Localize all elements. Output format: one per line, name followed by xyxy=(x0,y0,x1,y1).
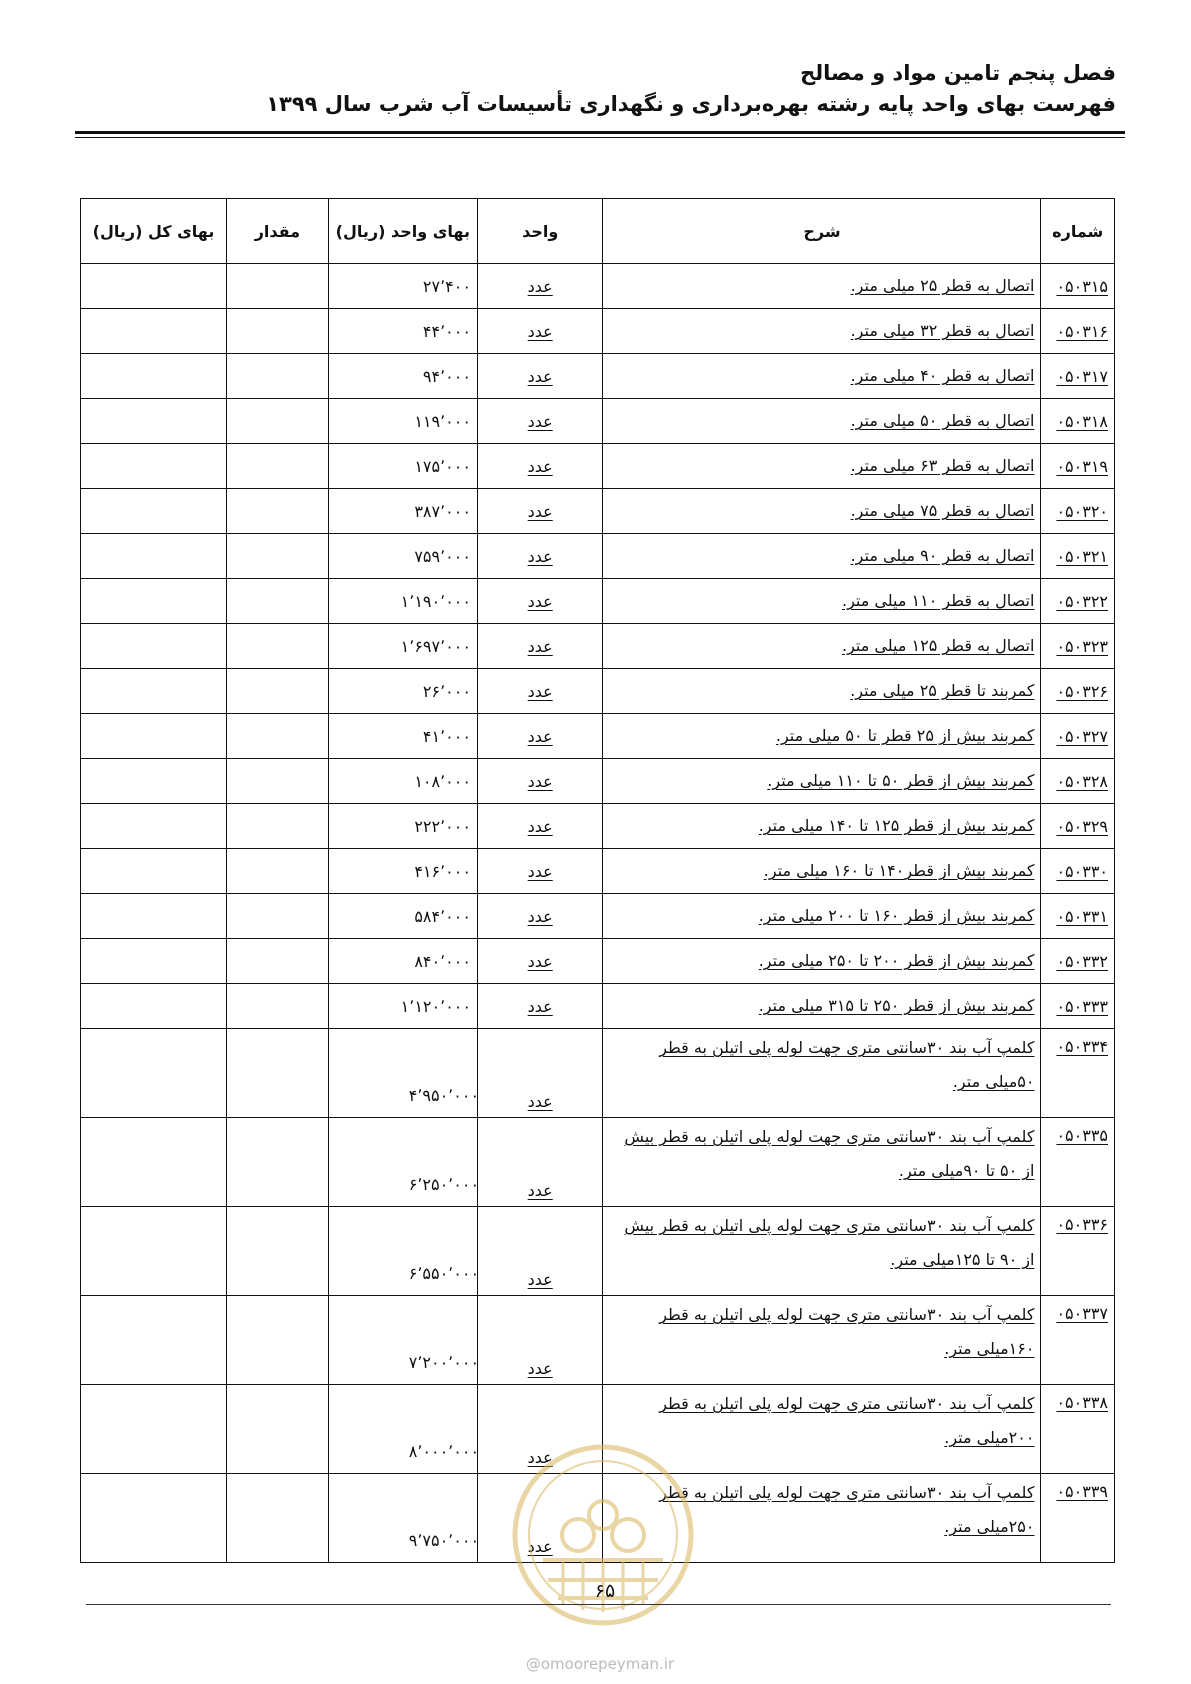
item-unit-text: عدد xyxy=(527,1092,553,1111)
item-unit xyxy=(477,624,602,669)
item-code-text: ۰۵۰۳۳۸ xyxy=(1056,1393,1108,1412)
item-description-text: اتصال به قطر ۱۱۰ میلی متر. xyxy=(841,591,1035,610)
table-row xyxy=(81,309,1115,354)
header-rule-thin xyxy=(75,137,1125,138)
item-description xyxy=(603,579,1041,624)
item-unit-text: عدد xyxy=(527,456,553,476)
item-unit-price xyxy=(328,849,477,894)
item-description xyxy=(603,939,1041,984)
item-unit-price xyxy=(328,1118,480,1207)
item-unit-price xyxy=(328,489,477,534)
item-quantity xyxy=(227,264,329,309)
item-unit-price xyxy=(328,939,477,984)
item-description-text: کمربند بیش از قطر۱۴۰ تا ۱۶۰ میلی متر. xyxy=(763,861,1035,880)
table-row xyxy=(81,759,1115,804)
item-quantity xyxy=(227,1118,329,1207)
item-unit-price-text: ۴٬۹۵۰٬۰۰۰ xyxy=(408,1086,480,1105)
item-code xyxy=(1041,1296,1115,1385)
item-unit xyxy=(477,1207,602,1296)
item-description xyxy=(603,264,1041,309)
item-code xyxy=(1041,849,1115,894)
item-description-text: اتصال به قطر ۶۳ میلی متر. xyxy=(850,456,1035,475)
item-quantity xyxy=(227,759,329,804)
item-unit-price-text: ۸٬۰۰۰٬۰۰۰ xyxy=(408,1442,480,1461)
item-unit xyxy=(477,444,602,489)
item-unit-price-text: ۷۵۹٬۰۰۰ xyxy=(414,546,471,566)
watermark-text: @omoorepeyman.ir xyxy=(525,1655,675,1673)
item-unit-price xyxy=(328,1207,480,1296)
item-unit xyxy=(477,669,602,714)
item-code xyxy=(1041,1029,1115,1118)
item-unit xyxy=(477,399,602,444)
table-row xyxy=(81,264,1115,309)
item-unit xyxy=(477,1118,602,1207)
item-code-text: ۰۵۰۳۳۷ xyxy=(1056,1304,1108,1323)
col-header-unit: واحد xyxy=(477,199,602,264)
item-description-text: کمربند بیش از قطر ۲۰۰ تا ۲۵۰ میلی متر. xyxy=(758,951,1035,970)
item-description xyxy=(603,1207,1041,1296)
item-code xyxy=(1041,714,1115,759)
item-code-text: ۰۵۰۳۳۰ xyxy=(1056,861,1108,881)
item-total-price xyxy=(81,804,227,849)
item-total-price xyxy=(81,1118,227,1207)
item-description xyxy=(603,759,1041,804)
item-code xyxy=(1041,939,1115,984)
item-quantity xyxy=(227,444,329,489)
item-unit-price-text: ۹٬۷۵۰٬۰۰۰ xyxy=(408,1531,480,1550)
item-code xyxy=(1041,1118,1115,1207)
item-code xyxy=(1041,669,1115,714)
table-row xyxy=(81,984,1115,1029)
item-code xyxy=(1041,534,1115,579)
item-description xyxy=(603,624,1041,669)
item-unit xyxy=(477,984,602,1029)
item-code xyxy=(1041,399,1115,444)
item-code-text: ۰۵۰۳۱۵ xyxy=(1056,276,1108,296)
item-unit-text: عدد xyxy=(527,591,553,611)
item-description-text: اتصال به قطر ۹۰ میلی متر. xyxy=(850,546,1035,565)
table-row xyxy=(81,534,1115,579)
item-description-text: کمربند تا قطر ۲۵ میلی متر. xyxy=(850,681,1035,700)
item-total-price xyxy=(81,399,227,444)
item-code-text: ۰۵۰۳۲۸ xyxy=(1056,771,1108,791)
item-quantity xyxy=(227,399,329,444)
item-code-text: ۰۵۰۳۲۱ xyxy=(1056,546,1108,566)
item-description xyxy=(603,354,1041,399)
item-unit-price-text: ۲۲۲٬۰۰۰ xyxy=(414,816,471,836)
item-description xyxy=(603,444,1041,489)
item-description-text: اتصال به قطر ۷۵ میلی متر. xyxy=(850,501,1035,520)
table-row xyxy=(81,489,1115,534)
table-row xyxy=(81,939,1115,984)
item-unit-price-text: ۸۴۰٬۰۰۰ xyxy=(414,951,471,971)
item-unit-price xyxy=(328,399,477,444)
item-unit-price xyxy=(328,804,477,849)
item-unit xyxy=(477,579,602,624)
item-unit-text: عدد xyxy=(527,546,553,566)
item-unit-price-text: ۲۷٬۴۰۰ xyxy=(422,276,471,296)
table-row xyxy=(81,1207,1115,1296)
item-total-price xyxy=(81,714,227,759)
item-code-text: ۰۵۰۳۲۳ xyxy=(1056,636,1108,656)
item-description xyxy=(603,849,1041,894)
document-title: فهرست بهای واحد پایه رشته بهره‌برداری و نگهداری تأسیسات آب شرب سال ۱۳۹۹ xyxy=(266,92,1116,116)
table-row xyxy=(81,804,1115,849)
item-description xyxy=(603,1296,1041,1385)
item-unit-text: عدد xyxy=(527,906,553,926)
item-total-price xyxy=(81,1207,227,1296)
item-unit-price xyxy=(328,1474,480,1563)
item-quantity xyxy=(227,1029,329,1118)
item-code xyxy=(1041,309,1115,354)
item-quantity xyxy=(227,984,329,1029)
item-unit-text: عدد xyxy=(527,1537,553,1556)
item-total-price xyxy=(81,984,227,1029)
item-quantity xyxy=(227,1207,329,1296)
item-quantity xyxy=(227,579,329,624)
item-description-text: کلمپ آب بند ۳۰سانتی متری جهت لوله پلی اتیلن به قطر ۱۶۰میلی متر. xyxy=(659,1305,1035,1358)
item-quantity xyxy=(227,669,329,714)
item-total-price xyxy=(81,1296,227,1385)
item-unit xyxy=(477,309,602,354)
item-total-price xyxy=(81,264,227,309)
item-unit-text: عدد xyxy=(527,411,553,431)
item-description xyxy=(603,894,1041,939)
col-header-price: بهای واحد (ریال) xyxy=(328,199,477,264)
item-code-text: ۰۵۰۳۳۳ xyxy=(1056,996,1108,1016)
table-row xyxy=(81,714,1115,759)
item-description xyxy=(603,984,1041,1029)
item-unit-text: عدد xyxy=(527,726,553,746)
item-unit-text: عدد xyxy=(527,501,553,521)
item-description xyxy=(603,804,1041,849)
item-unit xyxy=(477,849,602,894)
item-unit xyxy=(477,354,602,399)
item-quantity xyxy=(227,1385,329,1474)
page-number: ۶۵ xyxy=(594,1580,616,1602)
col-header-qty: مقدار xyxy=(227,199,329,264)
item-total-price xyxy=(81,1385,227,1474)
item-code-text: ۰۵۰۳۱۷ xyxy=(1056,366,1108,386)
item-description xyxy=(603,1029,1041,1118)
col-header-code: شماره xyxy=(1041,199,1115,264)
item-quantity xyxy=(227,894,329,939)
item-unit-price xyxy=(328,894,477,939)
item-unit-price xyxy=(328,714,477,759)
item-code-text: ۰۵۰۳۳۴ xyxy=(1056,1037,1108,1056)
chapter-title: فصل پنجم تامین مواد و مصالح xyxy=(800,61,1116,85)
item-total-price xyxy=(81,624,227,669)
item-description-text: کمربند بیش از ۲۵ قطر تا ۵۰ میلی متر. xyxy=(775,726,1035,745)
item-quantity xyxy=(227,624,329,669)
item-unit-text: عدد xyxy=(527,1359,553,1378)
item-unit-price xyxy=(328,1296,480,1385)
footer-rule xyxy=(86,1604,1111,1605)
item-quantity xyxy=(227,1474,329,1563)
item-quantity xyxy=(227,939,329,984)
item-description-text: کمربند بیش از قطر ۲۵۰ تا ۳۱۵ میلی متر. xyxy=(758,996,1035,1015)
table-row xyxy=(81,1296,1115,1385)
item-description xyxy=(603,669,1041,714)
item-code-text: ۰۵۰۳۲۷ xyxy=(1056,726,1108,746)
item-unit xyxy=(477,759,602,804)
item-unit-price-text: ۱٬۱۹۰٬۰۰۰ xyxy=(400,591,471,611)
item-code-text: ۰۵۰۳۳۶ xyxy=(1056,1215,1108,1234)
item-description xyxy=(603,309,1041,354)
item-code xyxy=(1041,579,1115,624)
item-unit-price xyxy=(328,354,477,399)
item-unit-text: عدد xyxy=(527,1270,553,1289)
item-unit-price-text: ۴۴٬۰۰۰ xyxy=(422,321,471,341)
item-unit xyxy=(477,804,602,849)
item-total-price xyxy=(81,894,227,939)
item-code-text: ۰۵۰۳۳۱ xyxy=(1056,906,1108,926)
item-code xyxy=(1041,489,1115,534)
item-description-text: کلمپ آب بند ۳۰سانتی متری جهت لوله پلی اتیلن به قطر ۵۰میلی متر. xyxy=(659,1038,1035,1091)
item-unit-price-text: ۵۸۴٬۰۰۰ xyxy=(414,906,471,926)
item-total-price xyxy=(81,354,227,399)
item-code-text: ۰۵۰۳۱۹ xyxy=(1056,456,1108,476)
item-code xyxy=(1041,1474,1115,1563)
item-unit-price xyxy=(328,444,477,489)
item-unit-price-text: ۱۱۹٬۰۰۰ xyxy=(414,411,471,431)
item-code xyxy=(1041,354,1115,399)
item-unit-text: عدد xyxy=(527,681,553,701)
item-description-text: اتصال به قطر ۴۰ میلی متر. xyxy=(850,366,1035,385)
item-unit-price-text: ۴۱۶٬۰۰۰ xyxy=(414,861,471,881)
table-row xyxy=(81,1118,1115,1207)
item-description-text: کلمپ آب بند ۳۰سانتی متری جهت لوله پلی اتیلن به قطر ۲۰۰میلی متر. xyxy=(659,1394,1035,1447)
item-unit-price xyxy=(328,1029,480,1118)
item-unit-price-text: ۱۰۸٬۰۰۰ xyxy=(414,771,471,791)
item-unit-text: عدد xyxy=(527,1181,553,1200)
item-unit-price xyxy=(328,624,477,669)
item-description xyxy=(603,489,1041,534)
item-description-text: اتصال به قطر ۳۲ میلی متر. xyxy=(850,321,1035,340)
item-unit-text: عدد xyxy=(527,276,553,296)
item-unit-text: عدد xyxy=(527,1448,553,1467)
item-unit xyxy=(477,714,602,759)
item-unit-price xyxy=(328,309,477,354)
item-code-text: ۰۵۰۳۱۸ xyxy=(1056,411,1108,431)
item-total-price xyxy=(81,1474,227,1563)
item-quantity xyxy=(227,309,329,354)
item-description xyxy=(603,399,1041,444)
item-unit xyxy=(477,489,602,534)
item-description-text: کمربند بیش از قطر ۵۰ تا ۱۱۰ میلی متر. xyxy=(767,771,1035,790)
table-row xyxy=(81,444,1115,489)
item-quantity xyxy=(227,354,329,399)
item-quantity xyxy=(227,849,329,894)
item-unit-price-text: ۶٬۵۵۰٬۰۰۰ xyxy=(408,1264,480,1283)
item-code xyxy=(1041,984,1115,1029)
item-quantity xyxy=(227,534,329,579)
item-unit-text: عدد xyxy=(527,321,553,341)
item-unit-text: عدد xyxy=(527,996,553,1016)
item-total-price xyxy=(81,849,227,894)
item-unit-price-text: ۱٬۶۹۷٬۰۰۰ xyxy=(400,636,471,656)
table-row xyxy=(81,894,1115,939)
item-quantity xyxy=(227,1296,329,1385)
item-code xyxy=(1041,444,1115,489)
item-unit-text: عدد xyxy=(527,816,553,836)
table-row xyxy=(81,624,1115,669)
item-total-price xyxy=(81,1029,227,1118)
price-list-table xyxy=(80,198,1115,1563)
item-unit xyxy=(477,894,602,939)
item-total-price xyxy=(81,579,227,624)
item-code-text: ۰۵۰۳۲۹ xyxy=(1056,816,1108,836)
item-code xyxy=(1041,1385,1115,1474)
item-total-price xyxy=(81,759,227,804)
item-quantity xyxy=(227,804,329,849)
item-unit-price-text: ۹۴٬۰۰۰ xyxy=(422,366,471,386)
item-unit-price xyxy=(328,579,477,624)
item-code-text: ۰۵۰۳۲۲ xyxy=(1056,591,1108,611)
table-row xyxy=(81,1029,1115,1118)
item-description xyxy=(603,714,1041,759)
item-code xyxy=(1041,759,1115,804)
item-unit-price-text: ۳۸۷٬۰۰۰ xyxy=(414,501,471,521)
item-code-text: ۰۵۰۳۲۰ xyxy=(1056,501,1108,521)
page-header xyxy=(66,58,1116,120)
item-code xyxy=(1041,894,1115,939)
item-unit-price-text: ۱۷۵٬۰۰۰ xyxy=(414,456,471,476)
table-row xyxy=(81,399,1115,444)
item-description-text: کمربند بیش از قطر ۱۲۵ تا ۱۴۰ میلی متر. xyxy=(758,816,1035,835)
item-code-text: ۰۵۰۳۳۵ xyxy=(1056,1126,1108,1145)
header-rule-thick xyxy=(75,131,1125,134)
item-unit-price-text: ۲۶٬۰۰۰ xyxy=(422,681,471,701)
item-unit xyxy=(477,1029,602,1118)
item-unit-text: عدد xyxy=(527,636,553,656)
item-code-text: ۰۵۰۳۳۹ xyxy=(1056,1482,1108,1501)
item-unit xyxy=(477,534,602,579)
item-unit-price xyxy=(328,669,477,714)
item-description-text: کلمپ آب بند ۳۰سانتی متری جهت لوله پلی اتیلن به قطر بیش از ۹۰ تا ۱۲۵میلی متر. xyxy=(624,1216,1035,1269)
item-total-price xyxy=(81,669,227,714)
item-unit-text: عدد xyxy=(527,861,553,881)
item-description xyxy=(603,1118,1041,1207)
col-header-total: بهای کل (ریال) xyxy=(81,199,227,264)
item-unit-price-text: ۶٬۲۵۰٬۰۰۰ xyxy=(408,1175,480,1194)
item-unit-price xyxy=(328,1385,480,1474)
item-description-text: اتصال به قطر ۲۵ میلی متر. xyxy=(850,276,1035,295)
item-description-text: کمربند بیش از قطر ۱۶۰ تا ۲۰۰ میلی متر. xyxy=(758,906,1035,925)
item-quantity xyxy=(227,714,329,759)
item-quantity xyxy=(227,489,329,534)
item-unit xyxy=(477,939,602,984)
item-total-price xyxy=(81,489,227,534)
table-header-row xyxy=(81,199,1115,264)
item-description xyxy=(603,534,1041,579)
item-description-text: کلمپ آب بند ۳۰سانتی متری جهت لوله پلی اتیلن به قطر بیش از ۵۰ تا ۹۰میلی متر. xyxy=(624,1127,1035,1180)
item-code xyxy=(1041,804,1115,849)
item-code-text: ۰۵۰۳۲۶ xyxy=(1056,681,1108,701)
item-unit-price-text: ۴۱٬۰۰۰ xyxy=(422,726,471,746)
item-unit-price xyxy=(328,534,477,579)
item-total-price xyxy=(81,534,227,579)
item-code xyxy=(1041,1207,1115,1296)
item-total-price xyxy=(81,939,227,984)
item-description-text: اتصال به قطر ۵۰ میلی متر. xyxy=(850,411,1035,430)
item-unit-text: عدد xyxy=(527,771,553,791)
table-row xyxy=(81,354,1115,399)
item-total-price xyxy=(81,309,227,354)
item-code-text: ۰۵۰۳۱۶ xyxy=(1056,321,1108,341)
col-header-desc: شرح xyxy=(603,199,1041,264)
item-unit-price-text: ۷٬۲۰۰٬۰۰۰ xyxy=(408,1353,480,1372)
item-unit xyxy=(477,1296,602,1385)
item-unit-text: عدد xyxy=(527,951,553,971)
table-row xyxy=(81,579,1115,624)
item-code xyxy=(1041,624,1115,669)
item-unit xyxy=(477,264,602,309)
table-row xyxy=(81,849,1115,894)
item-unit-price-text: ۱٬۱۲۰٬۰۰۰ xyxy=(400,996,471,1016)
item-description-text: اتصال به قطر ۱۲۵ میلی متر. xyxy=(841,636,1035,655)
item-total-price xyxy=(81,444,227,489)
table-row xyxy=(81,669,1115,714)
item-unit-text: عدد xyxy=(527,366,553,386)
item-unit-price xyxy=(328,759,477,804)
item-description-text: کلمپ آب بند ۳۰سانتی متری جهت لوله پلی اتیلن به قطر ۲۵۰میلی متر. xyxy=(659,1483,1035,1536)
item-unit-price xyxy=(328,264,477,309)
item-code xyxy=(1041,264,1115,309)
item-code-text: ۰۵۰۳۳۲ xyxy=(1056,951,1108,971)
item-unit-price xyxy=(328,984,477,1029)
